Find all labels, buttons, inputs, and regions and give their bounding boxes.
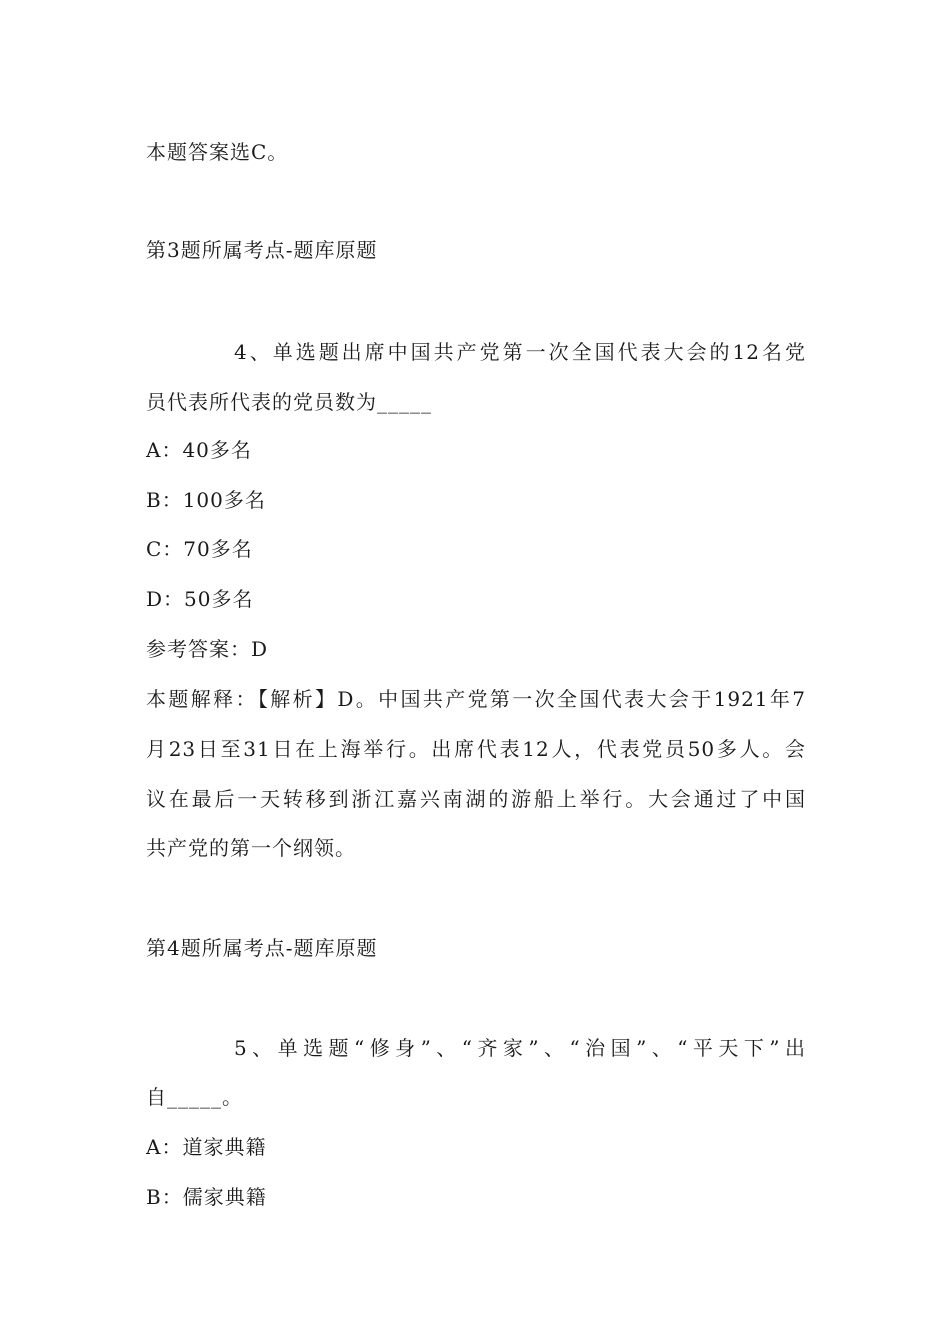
q4-reference-answer: 参考答案：D <box>146 637 269 661</box>
q5-option-b: B：儒家典籍 <box>146 1185 267 1209</box>
q5-stem-line-2: 自_____。 <box>146 1085 243 1109</box>
q3-answer-note: 本题答案选C。 <box>146 140 289 164</box>
q4-option-a: A：40多名 <box>146 438 252 462</box>
q5-stem-line-1: 5、单选题“修身”、“齐家”、“治国”、“平天下”出 <box>234 1036 806 1060</box>
q4-stem-line-2: 员代表所代表的党员数为_____ <box>146 390 432 414</box>
q4-explanation-line-1: 本题解释：【解析】D。中国共产党第一次全国代表大会于1921年7 <box>146 687 806 711</box>
q4-section-label: 第4题所属考点-题库原题 <box>146 936 378 960</box>
q5-option-a: A：道家典籍 <box>146 1135 267 1159</box>
q4-option-d: D：50多名 <box>146 587 254 611</box>
q4-explanation-line-2: 月23日至31日在上海举行。出席代表12人，代表党员50多人。会 <box>146 737 806 761</box>
q4-option-c: C：70多名 <box>146 537 253 561</box>
q4-stem-line-1: 4、单选题出席中国共产党第一次全国代表大会的12名党 <box>234 340 806 364</box>
q4-explanation-line-3: 议在最后一天转移到浙江嘉兴南湖的游船上举行。大会通过了中国 <box>146 787 806 811</box>
q4-explanation-line-4: 共产党的第一个纲领。 <box>146 836 356 860</box>
q4-option-b: B：100多名 <box>146 488 266 512</box>
q3-section-label: 第3题所属考点-题库原题 <box>146 238 378 262</box>
